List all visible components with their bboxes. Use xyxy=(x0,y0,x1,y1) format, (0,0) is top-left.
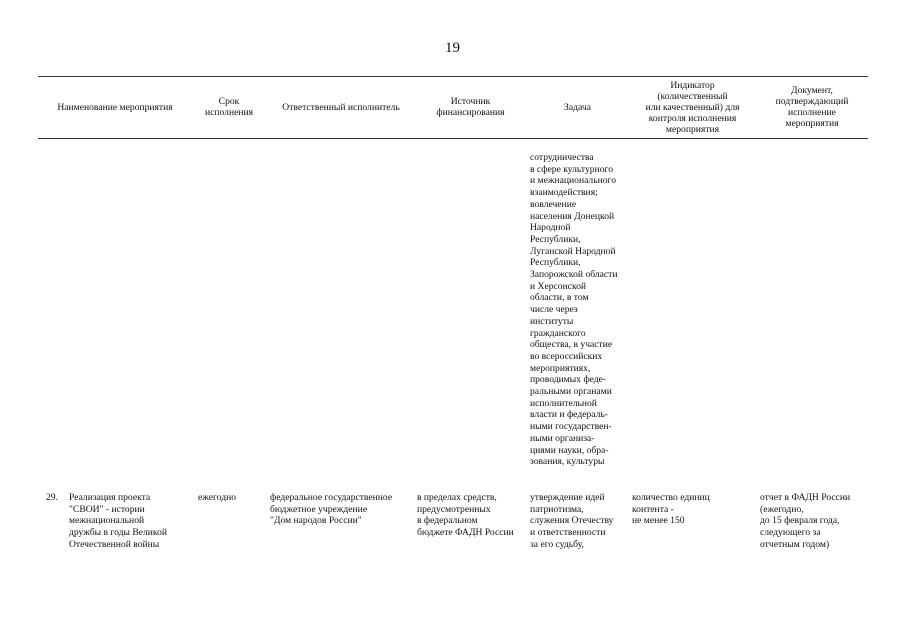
header-funding-source-label: Источник финансирования xyxy=(436,96,505,118)
header-event-name xyxy=(38,77,192,137)
row-deadline: ежегодно xyxy=(198,492,237,503)
page-number: 19 xyxy=(445,40,460,56)
header-event-name-label: Наименование мероприятия xyxy=(57,101,173,113)
header-indicator xyxy=(629,77,756,137)
header-deadline-label: Срок исполнения xyxy=(204,96,254,118)
header-funding-source xyxy=(415,77,526,137)
header-task-label: Задача xyxy=(564,101,591,113)
header-indicator-label: Индикатор (количественный или качественный) для контроля исполнения мероприятия xyxy=(645,79,740,135)
row-funding-source: в пределах средств, предусмотренных в федеральном бюджете ФАДН России xyxy=(417,492,514,539)
header-executor xyxy=(268,77,414,137)
row-executor: федеральное государственное бюджетное учреждение "Дом народов России" xyxy=(270,492,393,527)
row-document: отчет в ФАДН России (ежегодно, до 15 февраля года, следующего за отчетным годом) xyxy=(760,492,851,550)
table-header-bottom-rule xyxy=(38,138,868,139)
header-document-label: Документ, подтверждающий исполнение мероприятия xyxy=(775,85,849,129)
continued-task-text: сотрудничества в сфере культурного и межнационального взаимодействия; вовлечение населения Донецкой Народной Республики, Луганской Народной Республики, Запорожской области и Херсонской области, в том числе через институты гражданского общества, в участие во всероссийских мероприятиях, проводимых феде- ральными органами исполнительной власти и федераль- ными государствен- ными организа- циями науки, обра- зования, культуры xyxy=(530,152,618,468)
row-indicator: количество единиц контента - не менее 150 xyxy=(632,492,710,527)
header-deadline xyxy=(193,77,265,137)
header-executor-label: Ответственный исполнитель xyxy=(282,101,400,113)
row-event-name: Реализация проекта "СВОИ" - истории межнациональной дружбы в годы Великой Отечественной войны xyxy=(69,492,168,550)
header-task xyxy=(527,77,628,137)
row-task: утверждение идей патриотизма, служения Отечеству и ответственности за его судьбу, xyxy=(530,492,614,550)
header-document xyxy=(757,77,867,137)
row-number: 29. xyxy=(46,492,58,503)
